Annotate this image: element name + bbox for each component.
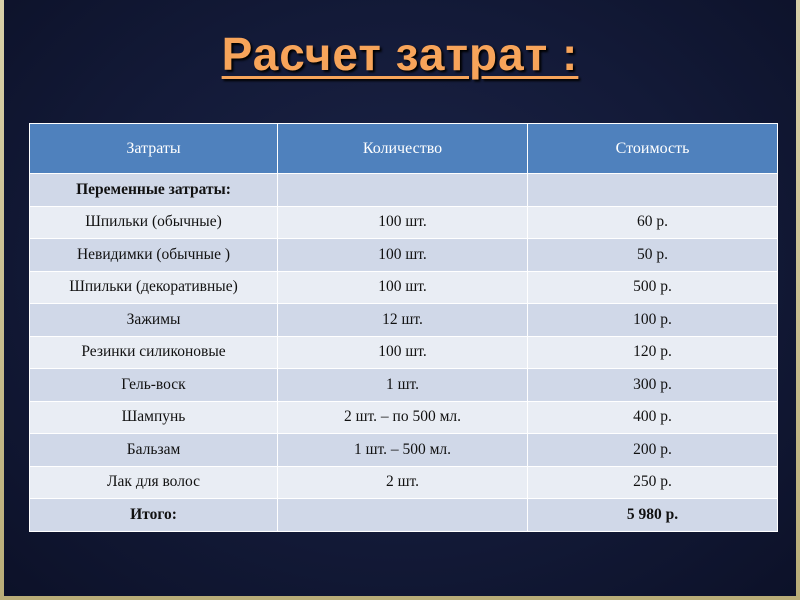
item-price: 250 р. bbox=[528, 466, 778, 499]
table-row bbox=[30, 369, 778, 402]
table-row bbox=[30, 304, 778, 337]
item-quantity: 100 шт. bbox=[278, 239, 528, 272]
table-row bbox=[30, 206, 778, 239]
table-row bbox=[30, 434, 778, 467]
page-title: Расчет затрат : bbox=[221, 28, 579, 80]
item-price: 100 р. bbox=[528, 304, 778, 337]
item-price: 120 р. bbox=[528, 336, 778, 369]
section-label: Переменные затраты: bbox=[30, 174, 278, 207]
table-row bbox=[30, 336, 778, 369]
item-price: 200 р. bbox=[528, 434, 778, 467]
item-quantity: 1 шт. bbox=[278, 369, 528, 402]
item-quantity: 2 шт. bbox=[278, 466, 528, 499]
frame-bottom-border bbox=[0, 596, 800, 600]
item-name: Зажимы bbox=[30, 304, 278, 337]
item-price: 50 р. bbox=[528, 239, 778, 272]
item-quantity: 100 шт. bbox=[278, 206, 528, 239]
item-quantity: 1 шт. – 500 мл. bbox=[278, 434, 528, 467]
header-cell-price: Стоимость bbox=[528, 124, 778, 174]
item-name: Шпильки (декоративные) bbox=[30, 271, 278, 304]
item-name: Шпильки (обычные) bbox=[30, 206, 278, 239]
item-name: Шампунь bbox=[30, 401, 278, 434]
item-name: Резинки силиконовые bbox=[30, 336, 278, 369]
item-quantity: 2 шт. – по 500 мл. bbox=[278, 401, 528, 434]
item-name: Гель-воск bbox=[30, 369, 278, 402]
table-row bbox=[30, 466, 778, 499]
item-quantity: 12 шт. bbox=[278, 304, 528, 337]
table-row bbox=[30, 239, 778, 272]
item-price: 400 р. bbox=[528, 401, 778, 434]
frame-right-border bbox=[796, 0, 800, 600]
total-row bbox=[30, 499, 778, 532]
cost-table bbox=[29, 123, 778, 532]
table-header-row bbox=[30, 124, 778, 174]
header-cell-quantity: Количество bbox=[278, 124, 528, 174]
total-value: 5 980 р. bbox=[528, 499, 778, 532]
table-row bbox=[30, 401, 778, 434]
table-cell bbox=[278, 499, 528, 532]
header-cell-costs: Затраты bbox=[30, 124, 278, 174]
table-cell bbox=[528, 174, 778, 207]
total-label: Итого: bbox=[30, 499, 278, 532]
item-name: Лак для волос bbox=[30, 466, 278, 499]
item-price: 60 р. bbox=[528, 206, 778, 239]
item-quantity: 100 шт. bbox=[278, 271, 528, 304]
frame-left-border bbox=[0, 0, 4, 600]
table-cell bbox=[278, 174, 528, 207]
item-quantity: 100 шт. bbox=[278, 336, 528, 369]
table-row bbox=[30, 271, 778, 304]
section-row bbox=[30, 174, 778, 207]
item-name: Бальзам bbox=[30, 434, 278, 467]
item-price: 300 р. bbox=[528, 369, 778, 402]
item-name: Невидимки (обычные ) bbox=[30, 239, 278, 272]
item-price: 500 р. bbox=[528, 271, 778, 304]
